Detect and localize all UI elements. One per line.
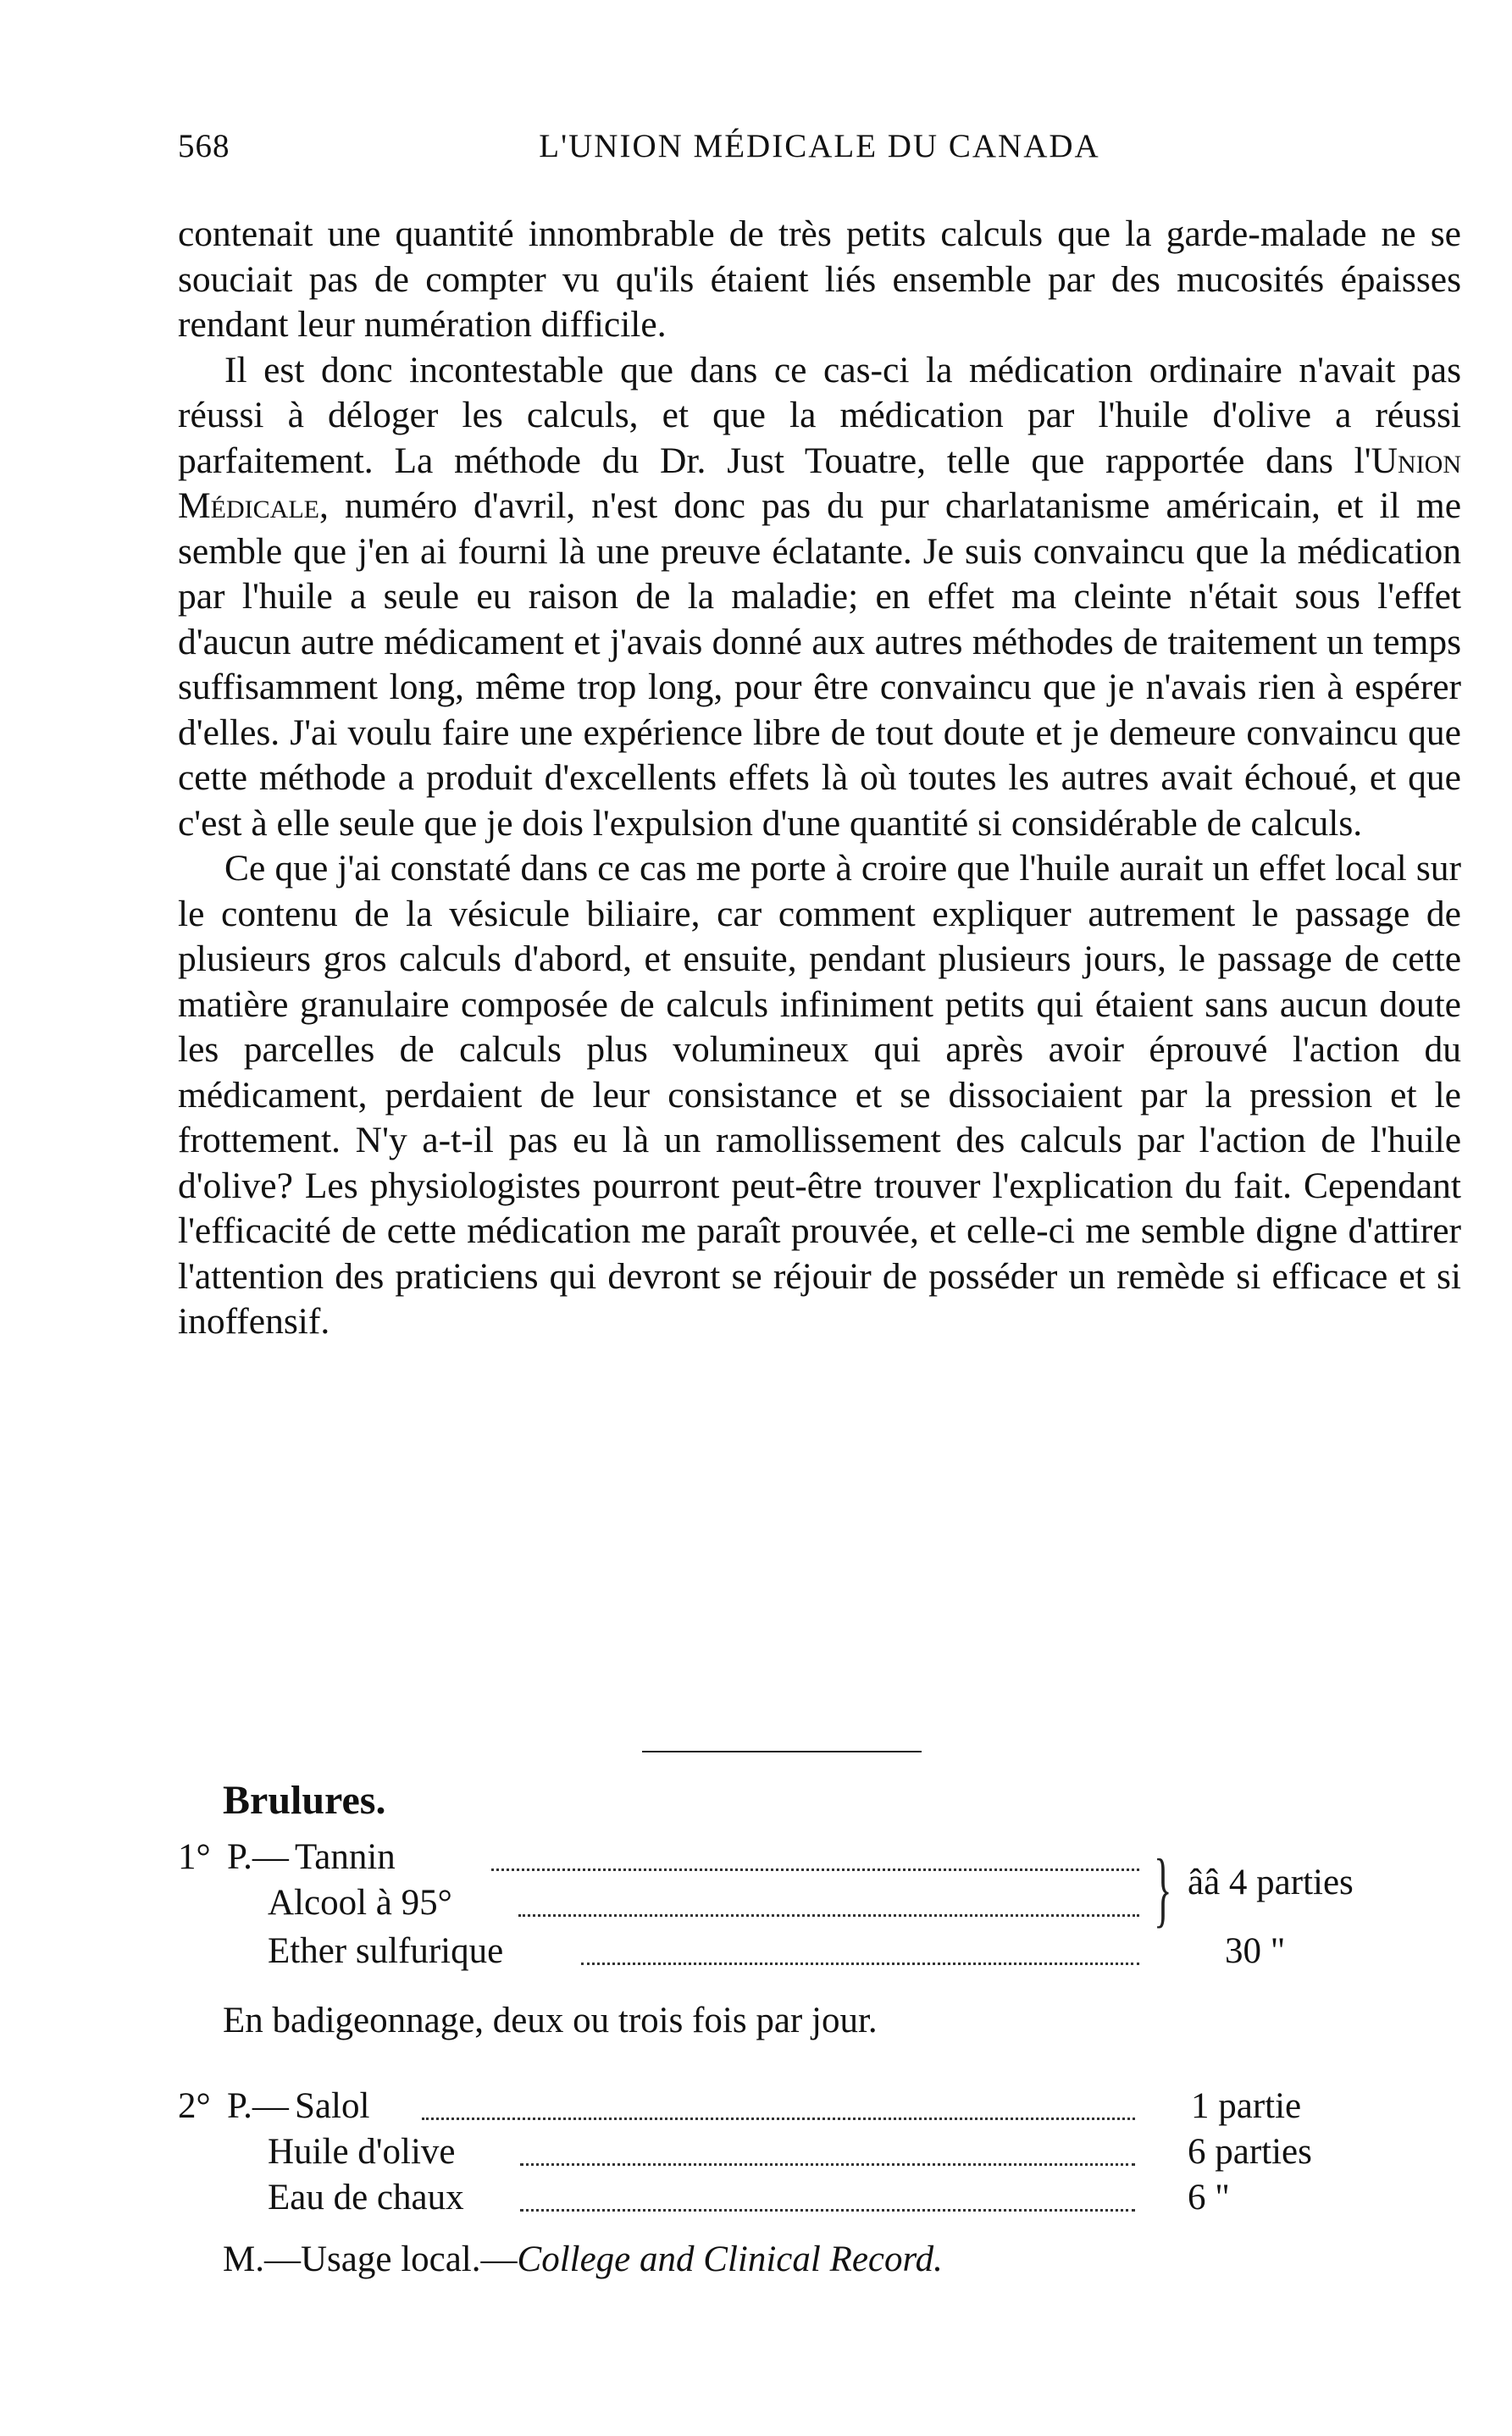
recipe-1-prefix: P.— — [227, 1837, 289, 1877]
paragraph-2 — [178, 348, 1461, 847]
recipe-2-item-3: Eau de chaux — [268, 2178, 464, 2217]
recipe-1-item-3-qty: 30 " — [1225, 1931, 1286, 1971]
page-header — [178, 127, 1461, 178]
leader-dots — [518, 1914, 1139, 1917]
recipe-2-item-1: Salol — [295, 2086, 370, 2126]
usage-text: M.—Usage local.— — [223, 2239, 518, 2279]
recipe-1-item-2: Alcool à 95° — [268, 1883, 452, 1923]
paragraph-1: contenait une quantité innombrable de très petits calculs que la garde-malade ne se souciait pas de compter vu qu'ils étaient liés ensemble par des mucosités épaisses rendant leur numération difficile. — [178, 213, 1461, 345]
recipe-1-instruction: En badigeonnage, deux ou trois fois par jour. — [223, 2001, 878, 2040]
recipe-2-item-2: Huile d'olive — [268, 2132, 456, 2172]
leader-dots — [491, 1869, 1139, 1871]
running-title: L'UNION MÉDICALE DU CANADA — [539, 128, 1100, 164]
leader-dots — [422, 2118, 1135, 2120]
section-divider — [642, 1751, 922, 1752]
recipe-2-item-3-qty: 6 " — [1188, 2178, 1230, 2217]
recipe-2-usage — [223, 2237, 943, 2283]
recipe-2-item-1-qty: 1 partie — [1191, 2086, 1302, 2126]
recipe-1-item-1: Tannin — [295, 1837, 396, 1877]
brace-symbol: } — [1154, 1841, 1172, 1935]
recipe-1-number: 1° — [178, 1837, 211, 1877]
page-number: 568 — [178, 128, 230, 164]
recipe-1-brace-qty: ââ 4 parties — [1188, 1863, 1354, 1902]
paragraph-3: Ce que j'ai constaté dans ce cas me porte à croire que l'huile aurait un effet local sur le contenu de la vésicule biliaire, car comment expliquer autrement le passage de plusieurs gros calculs d'abord, et ensuite, pendant plusieurs jours, le passage de cette matière granulaire composée de calculs infiniment petits qui étaient sans aucun doute les parcelles de calculs plus volumineux qui après avoir éprouvé l'action du médicament, perdaient de leur consistance et se dissociaient par la pression et le frottement. N'y a-t-il pas eu là un ramollissement des calculs par l'action de l'huile d'olive? Les physiologistes pourront peut-être trouver l'explication du fait. Cependant l'efficacité de cette médication me paraît prouvée, et celle-ci me semble digne d'attirer l'attention des praticiens qui devront se réjouir de posséder un remède si efficace et si inoffensif. — [178, 848, 1461, 1342]
recipe-2-number: 2° — [178, 2086, 211, 2126]
leader-dots — [520, 2163, 1135, 2166]
article-body — [178, 212, 1461, 1345]
journal-name: Union Médicale — [178, 440, 1461, 526]
recipe-1-item-3: Ether sulfurique — [268, 1931, 504, 1971]
paragraph-2-rest: , numéro d'avril, n'est donc pas du pur charlatanisme américain, et il me semble que j'en ai fourni là une preuve éclatante. Je suis convaincu que la médication par l'huile a seule eu raison de la maladie; en effet ma cleinte n'était sous l'effet d'aucun autre médicament et j'avais donné aux autres méthodes de traitement un temps suffisamment long, même trop long, pour être convaincu que je n'avais rien à espérer d'elles. J'ai voulu faire une expérience libre de tout doute et je demeure convaincu que cette méthode a produit d'excellents effets là où toutes les autres avait échoué, et que c'est à elle seule que je dois l'expulsion d'une quantité si considérable de calculs. — [178, 485, 1461, 844]
source-citation: College and Clinical Record. — [517, 2239, 943, 2279]
section-title: Brulures. — [223, 1778, 386, 1823]
paragraph-2-start: Il est donc incontestable que dans ce cas-ci la médication ordinaire n'avait pas réussi à déloger les calculs, et que la médication par l'huile d'olive a réussi parfaitement. La méthode du Dr. Just Touatre, telle que rapportée dans l' — [178, 349, 1461, 481]
recipe-2-prefix: P.— — [227, 2086, 289, 2126]
recipe-2-item-2-qty: 6 parties — [1188, 2132, 1312, 2172]
leader-dots — [581, 1963, 1139, 1965]
leader-dots — [520, 2209, 1135, 2212]
